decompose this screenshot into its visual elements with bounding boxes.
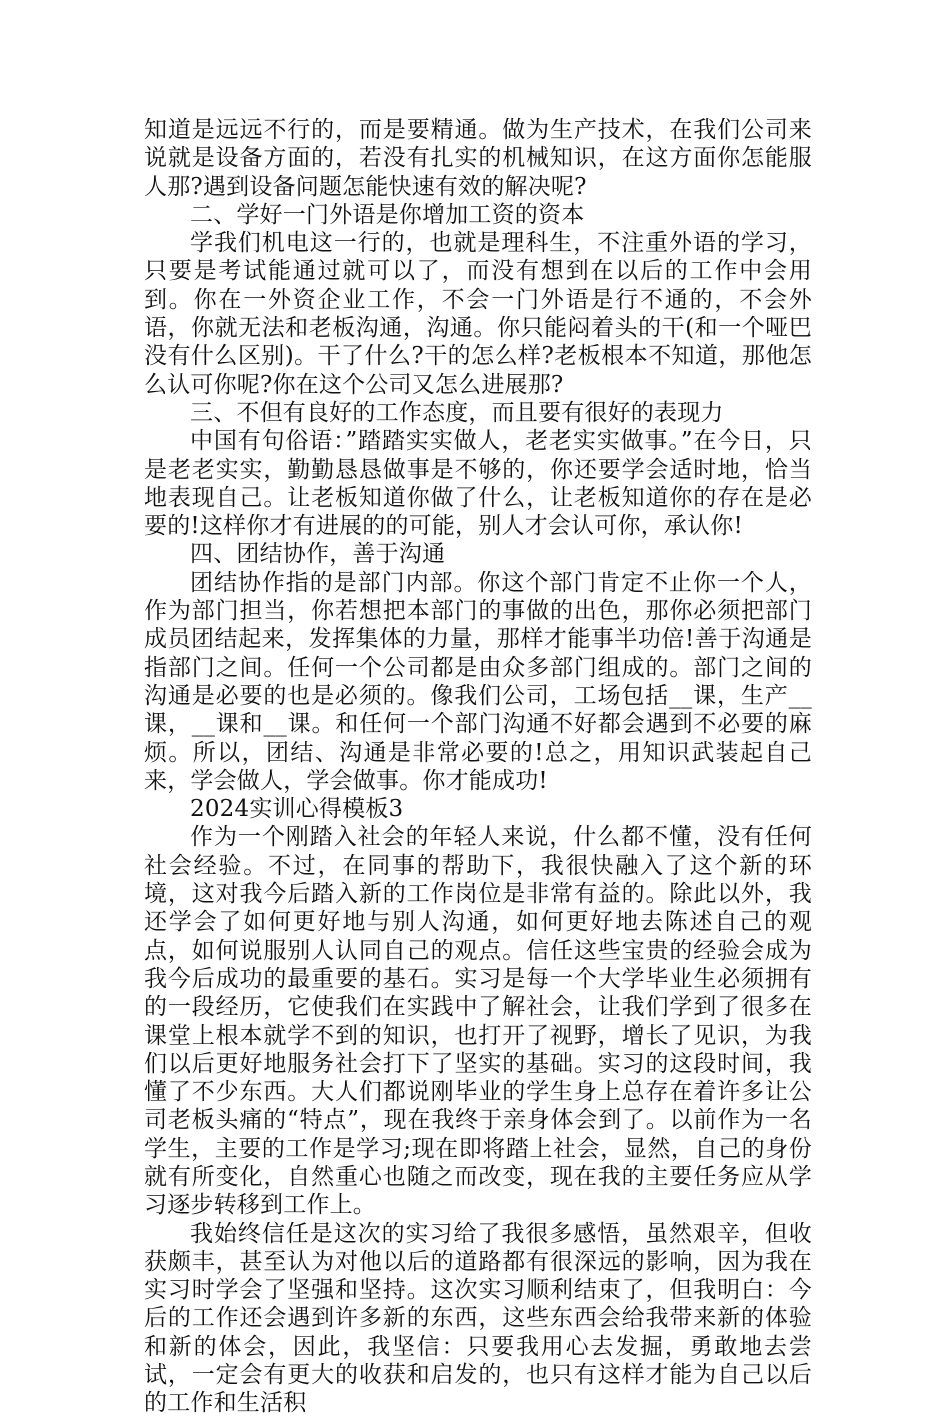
section-heading: 二、学好一门外语是你增加工资的资本 bbox=[190, 201, 585, 228]
paragraph: 作为一个刚踏入社会的年轻人来说，什么都不懂，没有任何社会经验。不过，在同事的帮助下，我很快融入了这个新的环境，这对我今后踏入新的工作岗位是非常有益的。除此以外，我还学会了如何更好地与别人沟通，如何更好地去陈述自己的观点，如何说服别人认同自己的观点。信任这些宝贵的经验会成为我今后成功的最重要的基石。实习是每一个大学毕业生必须拥有的一段经历，它使我们在实践中了解社会，让我们学到了很多在课堂上根本就学不到的知识，也打开了视野，增长了见识，为我们以后更好地服务社会打下了坚实的基础。实习的这段时间，我懂了不少东西。大人们都说刚毕业的学生身上总存在着许多让公司老板头痛的“特点”，现在我终于亲身体会到了。以前作为一名学生，主要的工作是学习;现在即将踏上社会，显然，自己的身份就有所变化，自然重心也随之而改变，现在我的主要任务应从学习逐步转移到工作上。 bbox=[144, 824, 812, 1219]
paragraph: 学我们机电这一行的，也就是理科生，不注重外语的学习，只要是考试能通过就可以了，而没有想到在以后的工作中会用到。你在一外资企业工作，不会一门外语是行不通的，不会外语，你就无法和老板沟通，沟通。你只能闷着头的干(和一个哑巴没有什么区别)。干了什么?干的怎么样?老板根本不知道，那他怎么认可你呢?你在这个公司又怎么进展那? bbox=[144, 230, 812, 398]
document-page bbox=[144, 116, 812, 1418]
paragraph: 我始终信任是这次的实习给了我很多感悟，虽然艰辛，但收获颇丰，甚至认为对他以后的道路都有很深远的影响，因为我在实习时学会了坚强和坚持。这次实习顺利结束了，但我明白：今后的工作还会遇到许多新的东西，这些东西会给我带来新的体验和新的体会，因此，我坚信：只要我用心去发掘，勇敢地去尝试，一定会有更大的收获和启发的，也只有这样才能为自己以后的工作和生活积 bbox=[144, 1220, 812, 1417]
section-heading: 三、不但有良好的工作态度，而且要有很好的表现力 bbox=[190, 399, 724, 426]
section-heading: 2024实训心得模板3 bbox=[190, 796, 404, 823]
paragraph: 中国有句俗语：”踏踏实实做人，老老实实做事。”在今日，只是老老实实，勤勤恳恳做事是不够的，你还要学会适时地，恰当地表现自己。让老板知道你做了什么，让老板知道你的存在是必要的!这样你才有进展的的可能，别人才会认可你，承认你! bbox=[144, 428, 812, 540]
paragraph: 知道是远远不行的，而是要精通。做为生产技术，在我们公司来说就是设备方面的，若没有扎实的机械知识，在这方面你怎能服人那?遇到设备问题怎能快速有效的解决呢? bbox=[144, 117, 812, 200]
paragraph: 团结协作指的是部门内部。你这个部门肯定不止你一个人，作为部门担当，你若想把本部门的事做的出色，那你必须把部门成员团结起来，发挥集体的力量，那样才能事半功倍!善于沟通是指部门之间。任何一个公司都是由众多部门组成的。部门之间的沟通是必要的也是必须的。像我们公司，工场包括__课，生产__课，__课和__课。和任何一个部门沟通不好都会遇到不必要的麻烦。所以，团结、沟通是非常必要的!总之，用知识武装起自己来，学会做人，学会做事。你才能成功! bbox=[144, 569, 812, 794]
section-heading: 四、团结协作，善于沟通 bbox=[190, 541, 446, 568]
